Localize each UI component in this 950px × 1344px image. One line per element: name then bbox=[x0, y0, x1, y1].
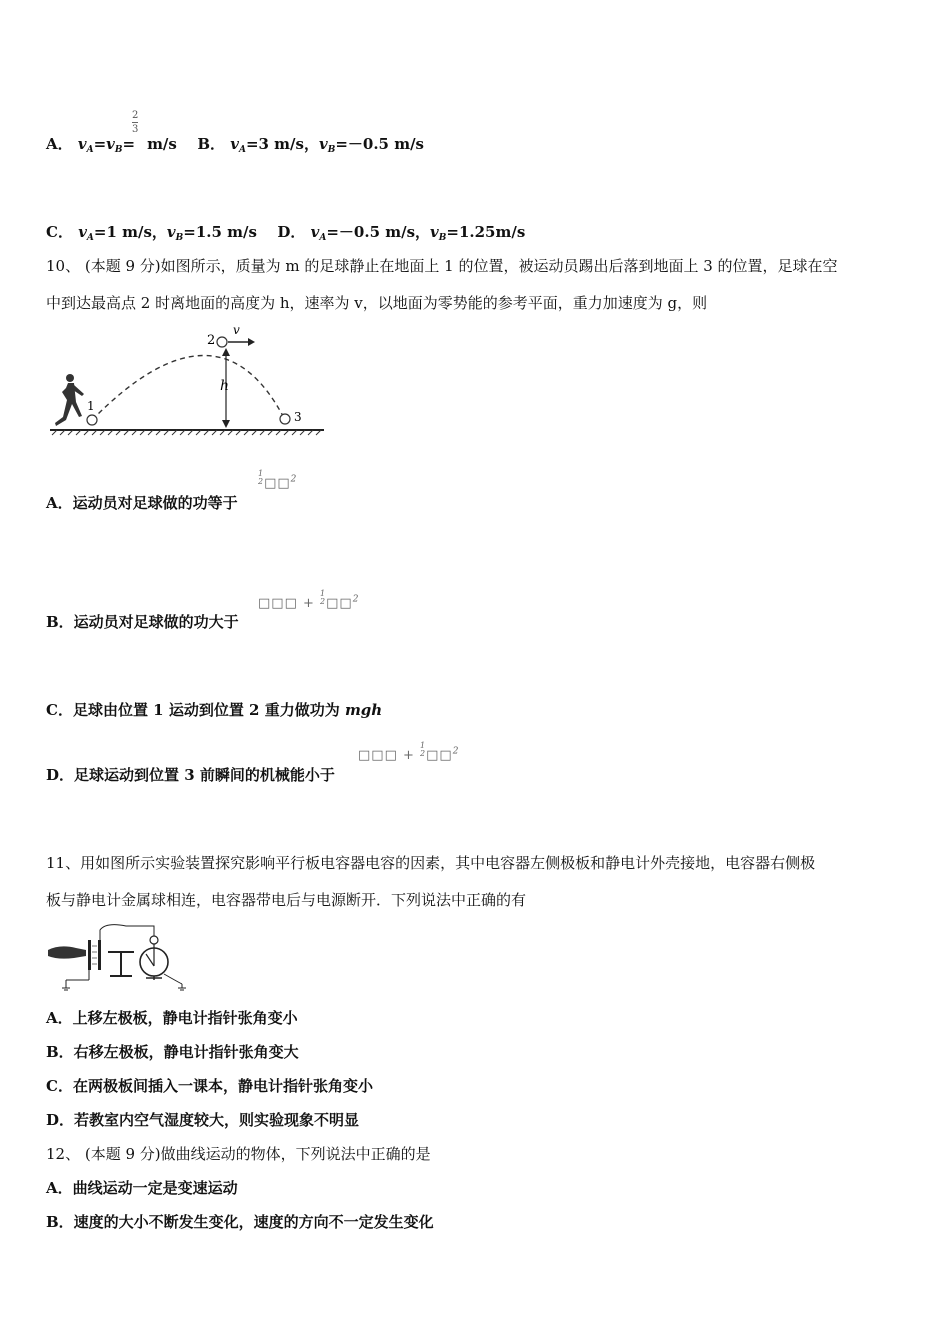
option-d-label: D． bbox=[277, 223, 306, 241]
q10-option-a: A．运动员对足球做的功等于 bbox=[46, 494, 238, 512]
q9-option-a-b: A． $v_A=v_B= m/s$ B． $v_A=3$ m/s，$v_B=-0.5$ m/s bbox=[46, 135, 424, 155]
ball-position-1 bbox=[87, 415, 97, 425]
trajectory-path bbox=[92, 355, 284, 420]
option-b-label: B． bbox=[197, 135, 226, 153]
q12-option-a: A．曲线运动一定是变速运动 bbox=[46, 1179, 238, 1197]
option-a-label: A． bbox=[46, 135, 73, 153]
q10-option-b-formula: □□□ + 1 2 □□$^2$ bbox=[258, 589, 360, 611]
option-c-label: C． bbox=[46, 223, 73, 241]
q9-option-c-d: C． $v_A=1$ m/s，$v_B=1.5$ m/s D． $v_A=-0.5$ m/s，$v_B=1.25m/s$ bbox=[46, 223, 526, 243]
label-h: h bbox=[220, 378, 230, 394]
capacitor-electrometer-figure bbox=[46, 922, 196, 994]
football-trajectory-figure bbox=[48, 322, 328, 438]
q10-option-a-formula: 1 2 □□$^2$ bbox=[258, 469, 298, 491]
q11-option-d: D．若教室内空气湿度较大，则实验现象不明显 bbox=[46, 1111, 360, 1129]
label-1: 1 bbox=[87, 399, 95, 413]
label-v: v bbox=[233, 323, 240, 337]
ball-position-2 bbox=[217, 337, 227, 347]
left-plate bbox=[88, 940, 91, 970]
q12-option-b: B．速度的大小不断发生变化，速度的方向不一定发生变化 bbox=[46, 1213, 434, 1231]
connecting-wire bbox=[100, 925, 154, 940]
q10-option-c: C．足球由位置 1 运动到位置 2 重力做功为 mgh bbox=[46, 701, 383, 719]
q11-stem-line1: 11、用如图所示实验装置探究影响平行板电容器电容的因素，其中电容器左侧极板和静电计外壳接地，电容器右侧极 bbox=[46, 854, 816, 872]
label-2: 2 bbox=[207, 333, 216, 348]
right-plate bbox=[98, 940, 101, 970]
q10-option-b: B．运动员对足球做的功大于 bbox=[46, 613, 239, 631]
q10-option-d: D．足球运动到位置 3 前瞬间的机械能小于 bbox=[46, 766, 335, 784]
electrometer-ball bbox=[150, 936, 158, 944]
q10-stem-line2: 中到达最高点 2 时离地面的高度为 h，速率为 v，以地面为零势能的参考平面，重力加速度为 g，则 bbox=[46, 294, 708, 312]
q11-stem-line2: 板与静电计金属球相连，电容器带电后与电源断开．下列说法中正确的有 bbox=[46, 891, 527, 909]
q11-option-c: C．在两极板间插入一课本，静电计指针张角变小 bbox=[46, 1077, 373, 1095]
q10-option-d-formula: □□□ + 1 2 □□$^2$ bbox=[358, 741, 460, 763]
ball-position-3 bbox=[280, 414, 290, 424]
q11-option-a: A．上移左极板，静电计指针张角变小 bbox=[46, 1009, 298, 1027]
hand-icon bbox=[48, 946, 86, 958]
player-icon bbox=[55, 374, 84, 426]
label-3: 3 bbox=[294, 410, 302, 424]
fraction-two-thirds: 2 3 bbox=[132, 110, 139, 135]
q10-stem-line1: 10、 (本题 9 分)如图所示，质量为 m 的足球静止在地面上 1 的位置，被运动员踢出后落到地面上 3 的位置，足球在空 bbox=[46, 257, 838, 275]
velocity-arrowhead bbox=[248, 338, 255, 346]
q12-stem: 12、 (本题 9 分)做曲线运动的物体，下列说法中正确的是 bbox=[46, 1145, 431, 1163]
q11-option-b: B．右移左极板，静电计指针张角变大 bbox=[46, 1043, 299, 1061]
